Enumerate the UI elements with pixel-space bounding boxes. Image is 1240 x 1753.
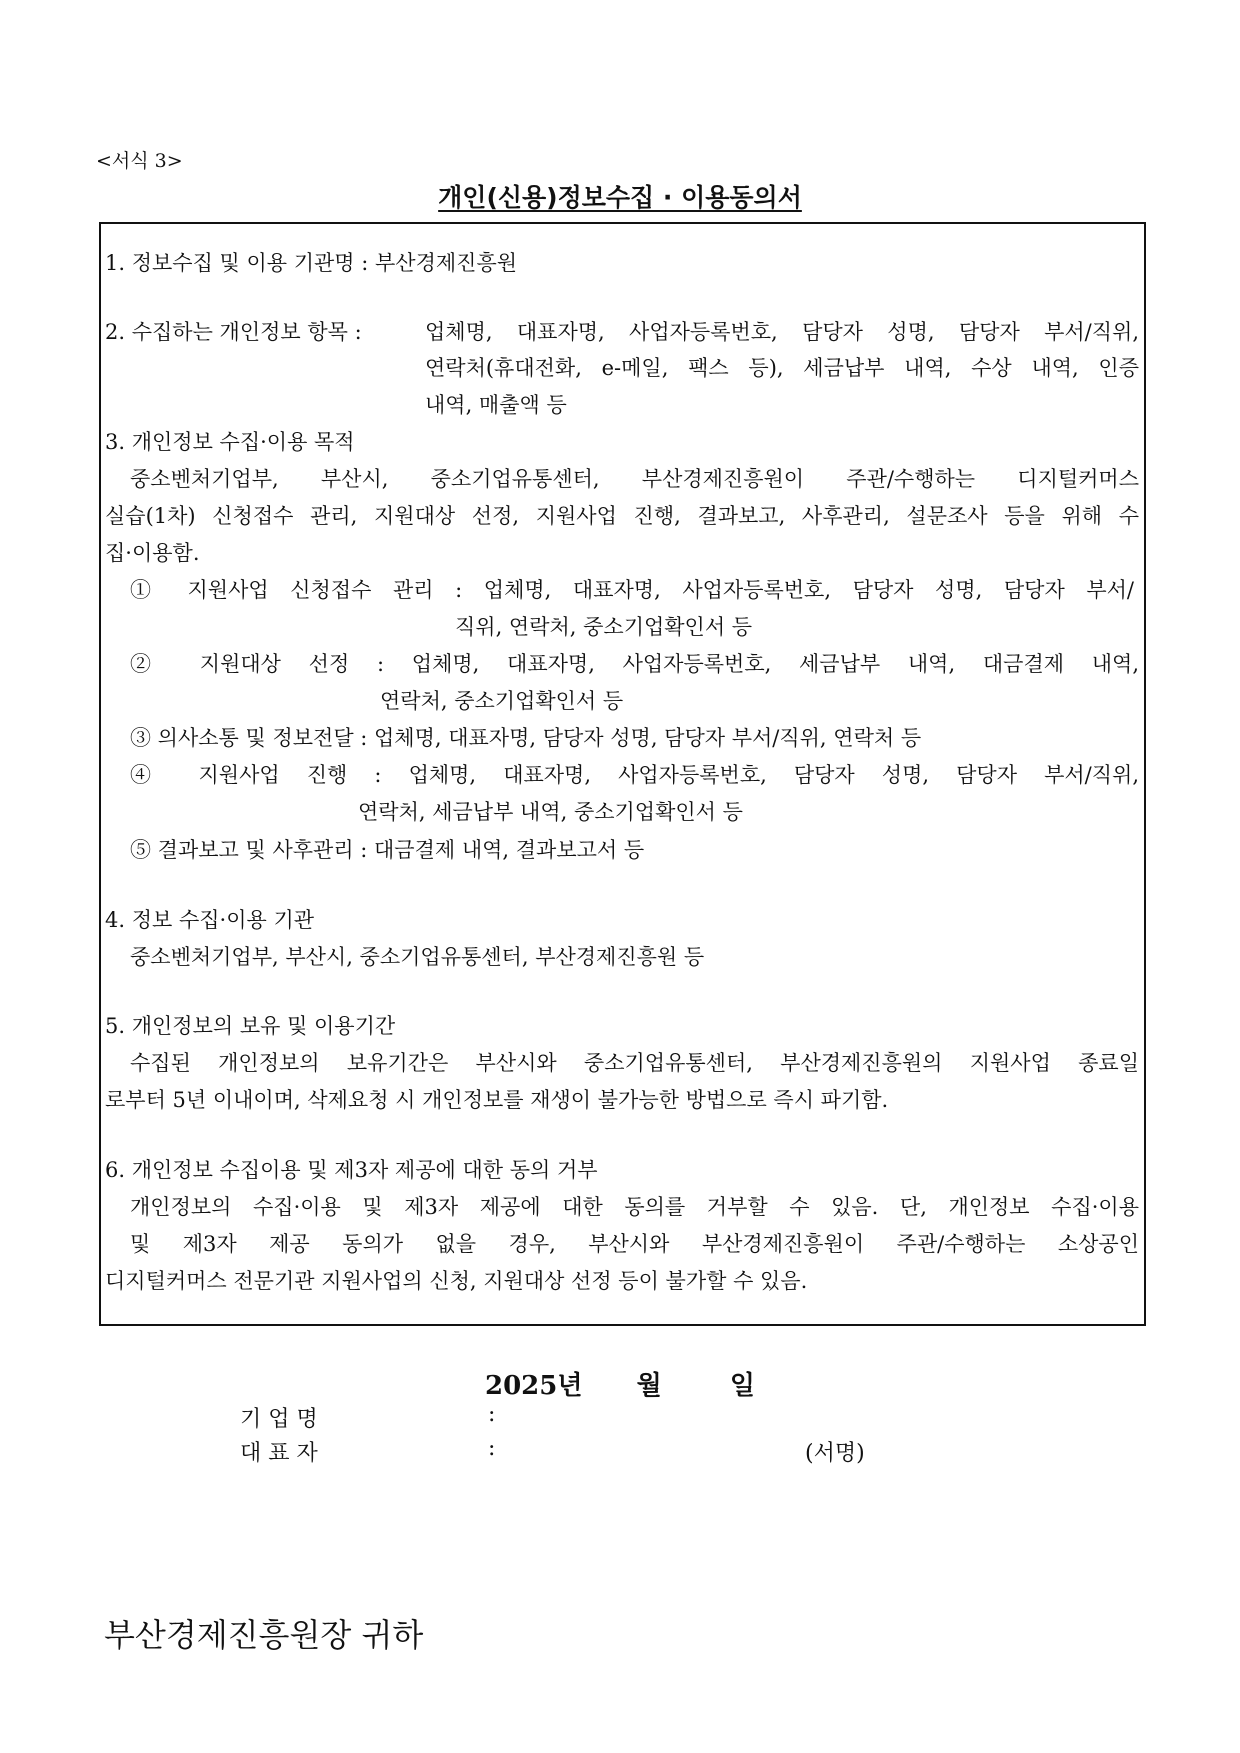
purpose-item-1: ① 지원사업 신청접수 관리 : 업체명, 대표자명, 사업자등록번호, 담당자 성명, 담당자 부서/ [130, 578, 1134, 602]
section-3-line: 실습(1차) 신청접수 관리, 지원대상 선정, 지원사업 진행, 결과보고, 사후관리, 설문조사 등을 위해 수 [105, 504, 1139, 528]
purpose-item-1-cont: 직위, 연락처, 중소기업확인서 등 [455, 615, 753, 639]
purpose-item-3: ③ 의사소통 및 정보전달 : 업체명, 대표자명, 담당자 성명, 담당자 부서/직위, 연락처 등 [130, 726, 922, 750]
section-2-line: 연락처(휴대전화, e-메일, 팩스 등), 세금납부 내역, 수상 내역, 인증 [425, 356, 1139, 380]
section-2-line: 업체명, 대표자명, 사업자등록번호, 담당자 성명, 담당자 부서/직위, [425, 320, 1139, 344]
section-6-line: 개인정보의 수집·이용 및 제3자 제공에 대한 동의를 거부할 수 있음. 단, 개인정보 수집·이용 [130, 1195, 1139, 1219]
section-2-label: 2. 수집하는 개인정보 항목 : [105, 320, 362, 344]
section-2-line: 내역, 매출액 등 [425, 393, 567, 417]
addressee: 부산경제진흥원장 귀하 [104, 1616, 424, 1654]
representative-label: 대 표 자 [240, 1441, 318, 1466]
company-name-label: 기 업 명 [240, 1407, 318, 1432]
section-4-line: 중소벤처기업부, 부산시, 중소기업유통센터, 부산경제진흥원 등 [130, 945, 705, 969]
date-year: 2025년 [485, 1371, 583, 1401]
document-title: 개인(신용)정보수집 · 이용동의서 [438, 183, 802, 212]
representative-colon: : [488, 1436, 496, 1461]
date-month: 월 [636, 1371, 662, 1401]
form-number: <서식 3> [96, 150, 183, 172]
section-4-heading: 4. 정보 수집·이용 기관 [105, 908, 315, 932]
company-name-colon: : [488, 1402, 496, 1427]
purpose-item-4-cont: 연락처, 세금납부 내역, 중소기업확인서 등 [358, 800, 743, 824]
purpose-item-2-cont: 연락처, 중소기업확인서 등 [380, 689, 624, 713]
section-3-heading: 3. 개인정보 수집·이용 목적 [105, 430, 355, 454]
section-6-heading: 6. 개인정보 수집이용 및 제3자 제공에 대한 동의 거부 [105, 1158, 598, 1182]
section-3-line: 중소벤처기업부, 부산시, 중소기업유통센터, 부산경제진흥원이 주관/수행하는 디지털커머스 [130, 467, 1139, 491]
date-day: 일 [729, 1371, 755, 1401]
section-5-heading: 5. 개인정보의 보유 및 이용기간 [105, 1014, 396, 1038]
date-line [0, 1365, 1240, 1402]
section-1-agency: 1. 정보수집 및 이용 기관명 : 부산경제진흥원 [105, 251, 518, 275]
purpose-item-2: ② 지원대상 선정 : 업체명, 대표자명, 사업자등록번호, 세금납부 내역, 대금결제 내역, [130, 652, 1139, 676]
purpose-item-5: ⑤ 결과보고 및 사후관리 : 대금결제 내역, 결과보고서 등 [130, 838, 645, 862]
purpose-item-4: ④ 지원사업 진행 : 업체명, 대표자명, 사업자등록번호, 담당자 성명, 담당자 부서/직위, [130, 763, 1139, 787]
section-5-line: 로부터 5년 이내이며, 삭제요청 시 개인정보를 재생이 불가능한 방법으로 즉시 파기함. [105, 1088, 889, 1112]
section-3-line: 집·이용함. [105, 541, 200, 565]
section-5-line: 수집된 개인정보의 보유기간은 부산시와 중소기업유통센터, 부산경제진흥원의 지원사업 종료일 [130, 1051, 1139, 1075]
section-6-line: 및 제3자 제공 동의가 없을 경우, 부산시와 부산경제진흥원이 주관/수행하는 소상공인 [130, 1232, 1139, 1256]
signature-hint: (서명) [805, 1441, 865, 1466]
section-6-line: 디지털커머스 전문기관 지원사업의 신청, 지원대상 선정 등이 불가할 수 있음. [105, 1269, 808, 1293]
